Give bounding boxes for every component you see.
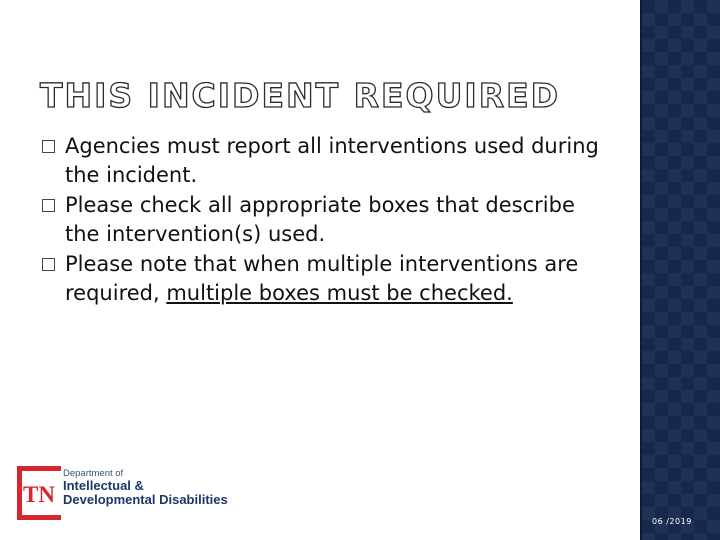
checkbox-icon [42,258,55,271]
bullet-item [42,250,602,308]
tn-logo-bar-top [17,466,61,471]
bullet-text-underlined: multiple boxes must be checked. [166,281,513,305]
bullet-text: Please check all appropriate boxes that describe the intervention(s) used. [65,193,575,246]
bullet-text: Please note that when multiple interventions are required, [65,252,579,305]
checkbox-icon [42,199,55,212]
tn-idd-logo [17,466,237,520]
logo-text [63,469,243,507]
checkbox-icon [42,140,55,153]
bullet-item [42,191,602,249]
bullet-text: Agencies must report all interventions used during the incident. [65,134,599,187]
slide-title: THIS INCIDENT REQUIRED [40,76,561,115]
footer-date: 06 /2019 [652,517,692,526]
logo-department: Department of [63,468,124,479]
tn-logo-text: TN [23,482,55,507]
bullet-item [42,132,602,190]
logo-org-line2: Developmental Disabilities [63,492,228,507]
logo-org-line1: Intellectual & [63,478,144,493]
bullet-list [42,132,602,309]
tn-logo-icon [17,466,61,520]
tn-logo-bar-bottom [17,515,61,520]
decorative-sidebar [642,0,720,540]
tn-logo-bar-left [17,466,22,520]
